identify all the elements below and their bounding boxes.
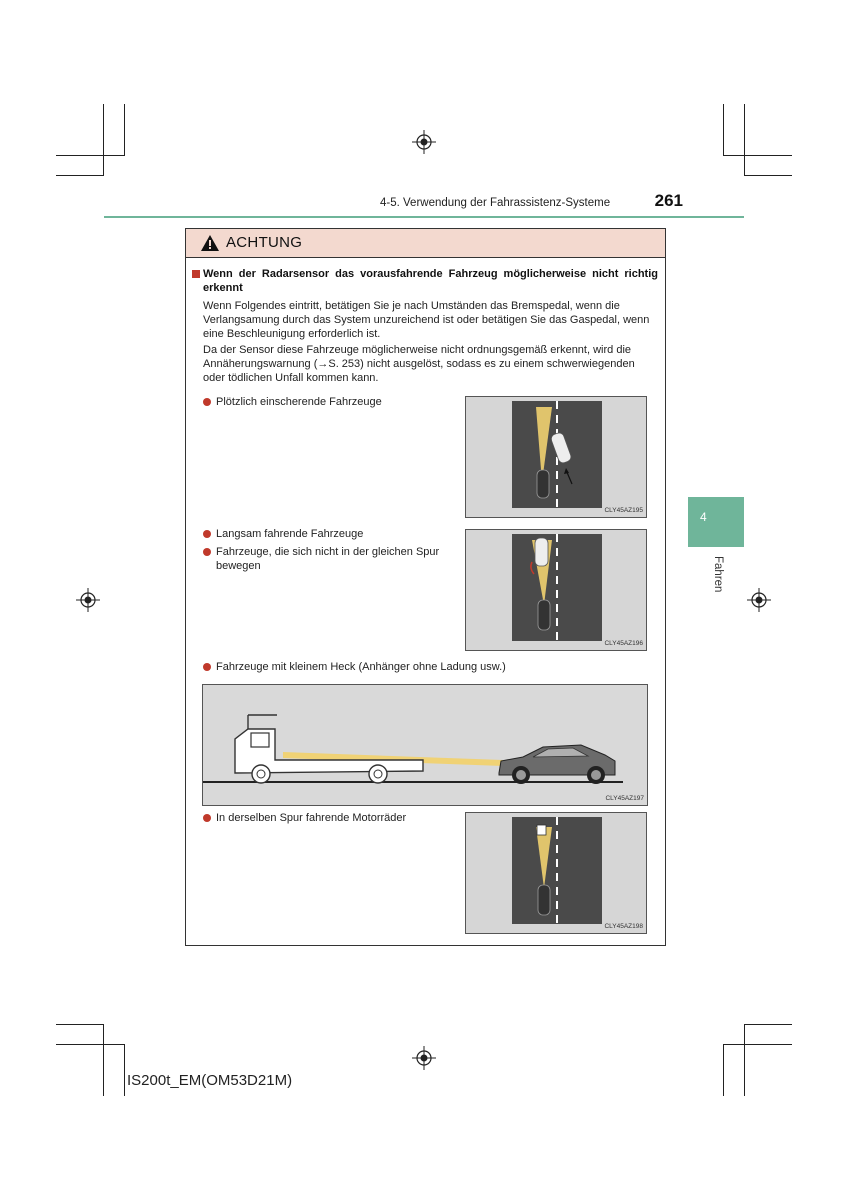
bullet-dot-icon bbox=[203, 548, 211, 556]
figure-slow-vehicle bbox=[465, 529, 647, 651]
warning-title: ACHTUNG bbox=[226, 234, 303, 251]
figure-cut-in-vehicle bbox=[465, 396, 647, 518]
chapter-number: 4 bbox=[700, 510, 707, 524]
section-title: 4-5. Verwendung der Fahrassistenz-Systeme bbox=[380, 197, 611, 209]
truck-car-diagram-icon bbox=[203, 685, 647, 805]
registration-mark-icon bbox=[412, 1046, 436, 1070]
registration-mark-icon bbox=[76, 588, 100, 612]
model-code: IS200t_EM(OM53D21M) bbox=[127, 1072, 293, 1089]
section-marker-icon bbox=[192, 270, 200, 278]
header-divider bbox=[104, 216, 744, 218]
warning-box bbox=[185, 228, 666, 946]
road-diagram-icon bbox=[466, 397, 646, 517]
figure-code: CLY45AZ196 bbox=[604, 640, 643, 647]
crop-mark bbox=[744, 1024, 792, 1025]
crop-mark bbox=[56, 1024, 104, 1025]
chapter-tab bbox=[688, 497, 744, 547]
registration-mark-icon bbox=[412, 130, 436, 154]
warning-heading: Wenn der Radarsensor das vorausfahrende Fahrzeug möglicherweise nicht richtig erkennt bbox=[203, 268, 658, 294]
crop-mark bbox=[744, 175, 792, 176]
crop-mark bbox=[124, 1044, 125, 1096]
crop-mark bbox=[56, 175, 104, 176]
road-diagram-icon bbox=[466, 813, 646, 933]
crop-mark bbox=[103, 104, 104, 176]
crop-mark bbox=[723, 104, 724, 156]
page-number: 261 bbox=[654, 191, 683, 210]
crop-mark bbox=[56, 1044, 125, 1045]
registration-mark-icon bbox=[747, 588, 771, 612]
crop-mark bbox=[124, 104, 125, 156]
bullet-dot-icon bbox=[203, 398, 211, 406]
list-item: Fahrzeuge mit kleinem Heck (Anhänger ohne Ladung usw.) bbox=[203, 660, 643, 674]
figure-small-rear-vehicle bbox=[202, 684, 648, 806]
bullet-dot-icon bbox=[203, 814, 211, 822]
warning-paragraph-1: Wenn Folgendes eintritt, betätigen Sie je nach Umständen das Bremspedal, wenn die Verlangsamung durch das System unzureichend ist oder betätigen Sie das Gaspedal, wenn eine Beschleunigung erforderlich ist. bbox=[203, 300, 650, 341]
figure-code: CLY45AZ197 bbox=[605, 795, 644, 802]
crop-mark bbox=[744, 1024, 745, 1096]
crop-mark bbox=[56, 155, 125, 156]
list-item: In derselben Spur fahrende Motorräder bbox=[203, 811, 453, 825]
warning-paragraph-2: Da der Sensor diese Fahrzeuge möglicherweise nicht ordnungsgemäß erkennt, wird die Annäherungswarnung (→S. 253) nicht ausgelöst, sodass es zu einem schwerwiegenden oder tödlichen Unfall kommen kann. bbox=[203, 344, 635, 385]
road-diagram-icon bbox=[466, 530, 646, 650]
crop-mark bbox=[103, 1024, 104, 1096]
list-item: Plötzlich einscherende Fahrzeuge bbox=[203, 395, 453, 409]
crop-mark bbox=[723, 1044, 724, 1096]
crop-mark bbox=[744, 104, 745, 176]
warning-triangle-icon bbox=[200, 234, 220, 252]
crop-mark bbox=[723, 155, 792, 156]
warning-header bbox=[186, 229, 665, 258]
figure-code: CLY45AZ198 bbox=[604, 923, 643, 930]
list-item: Langsam fahrende Fahrzeuge bbox=[203, 527, 453, 541]
bullet-dot-icon bbox=[203, 530, 211, 538]
crop-mark bbox=[723, 1044, 792, 1045]
figure-code: CLY45AZ195 bbox=[604, 507, 643, 514]
chapter-label: Fahren bbox=[712, 556, 724, 593]
list-item: Fahrzeuge, die sich nicht in der gleichen Spur bewegen bbox=[203, 545, 468, 573]
figure-motorcycle bbox=[465, 812, 647, 934]
bullet-dot-icon bbox=[203, 663, 211, 671]
